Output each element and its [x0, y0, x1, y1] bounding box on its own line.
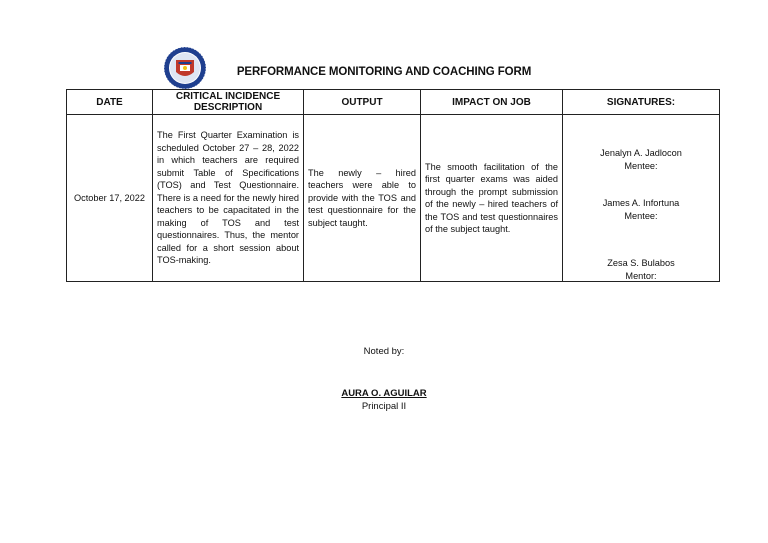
principal-name: AURA O. AGUILAR — [341, 388, 427, 399]
header-date: DATE — [67, 90, 153, 115]
principal-position: Principal II — [361, 401, 407, 412]
cell-signatures — [563, 115, 720, 282]
header-impact: IMPACT ON JOB — [421, 90, 563, 115]
table-header-row — [67, 90, 720, 115]
cell-impact: The smooth facilitation of the first quarter exams was aided through the prompt submission of the newly – hired teachers of the TOS and test questionnaires of the subject taught. — [421, 115, 563, 282]
header-critical-incidence: CRITICAL INCIDENCE DESCRIPTION — [153, 90, 304, 115]
header-output: OUTPUT — [304, 90, 421, 115]
table-row — [67, 115, 720, 282]
coaching-table — [66, 89, 720, 282]
signatory-role: Mentor: — [625, 270, 657, 281]
signatory-role: Mentee: — [624, 160, 658, 171]
noted-by-label: Noted by: — [363, 346, 405, 357]
signatory-name: Zesa S. Bulabos — [607, 258, 675, 268]
cell-date: October 17, 2022 — [67, 115, 153, 282]
cell-output: The newly – hired teachers were able to provide with the TOS and test questionnaire for the subject taught. — [304, 115, 421, 282]
signature-mentee-2 — [563, 197, 719, 222]
header-signatures: SIGNATURES: — [563, 90, 720, 115]
cell-description: The First Quarter Examination is scheduled October 27 – 28, 2022 in which teachers are required submit Table of Specifications (TOS) and Test Questionnaire. There is a need for the newly hired teachers to be capacitated in the making of TOS and test questionnaires. Thus, the mentor called for a short session about TOS-making. — [153, 115, 304, 282]
signatory-name: Jenalyn A. Jadlocon — [600, 148, 682, 158]
signature-mentor — [563, 257, 719, 282]
signature-mentee-1 — [563, 147, 719, 172]
form-title: PERFORMANCE MONITORING AND COACHING FORM — [236, 66, 532, 78]
signatory-name: James A. Infortuna — [602, 198, 680, 208]
signatory-role: Mentee: — [624, 210, 658, 221]
